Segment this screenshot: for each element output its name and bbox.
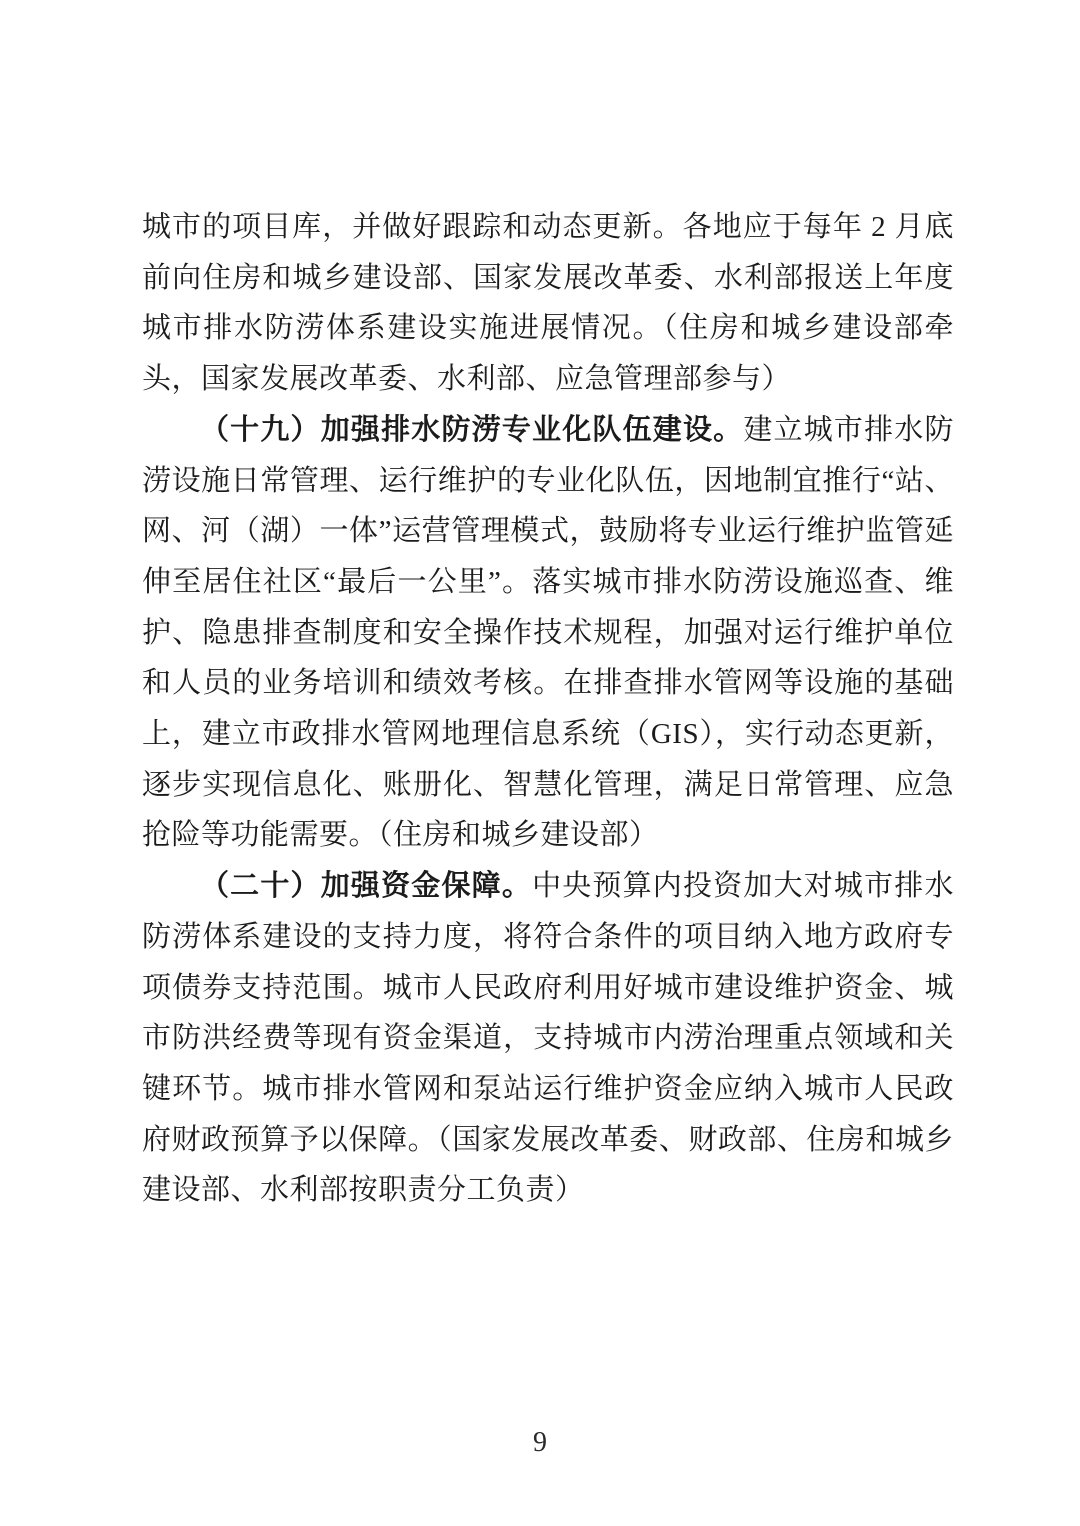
section-20-text: 中央预算内投资加大对城市排水防涝体系建设的支持力度，将符合条件的项目纳入地方政府专项债券支持范围。城市人民政府利用好城市建设维护资金、城市防洪经费等现有资金渠道，支持城市内涝治理重点领域和关键环节。城市排水管网和泵站运行维护资金应纳入城市人民政府财政预算予以保障。（国家发展改革委、财政部、住房和城乡建设部、水利部按职责分工负责） [142,870,954,1207]
section-20-heading: （二十）加强资金保障。 [200,870,533,903]
paragraph-continuation [142,202,954,405]
page-number: 9 [533,1427,547,1458]
page-footer [0,1425,1080,1461]
paragraph-section-20 [142,861,954,1216]
section-19-text: 建立城市排水防涝设施日常管理、运行维护的专业化队伍，因地制宜推行“站、网、河（湖）一体”运营管理模式，鼓励将专业运行维护监管延伸至居住社区“最后一公里”。落实城市排水防涝设施巡查、维护、隐患排查制度和安全操作技术规程，加强对运行维护单位和人员的业务培训和绩效考核。在排查排水管网等设施的基础上，建立市政排水管网地理信息系统（GIS），实行动态更新，逐步实现信息化、账册化、智慧化管理，满足日常管理、应急抢险等功能需要。（住房和城乡建设部） [142,413,954,852]
paragraph-section-19 [142,405,954,861]
paragraph-text: 城市的项目库，并做好跟踪和动态更新。各地应于每年 2 月底前向住房和城乡建设部、国家发展改革委、水利部报送上年度城市排水防涝体系建设实施进展情况。（住房和城乡建设部牵头，国家发展改革委、水利部、应急管理部参与） [142,211,954,396]
document-body [142,202,954,1216]
section-19-heading: （十九）加强排水防涝专业化队伍建设。 [200,413,744,446]
